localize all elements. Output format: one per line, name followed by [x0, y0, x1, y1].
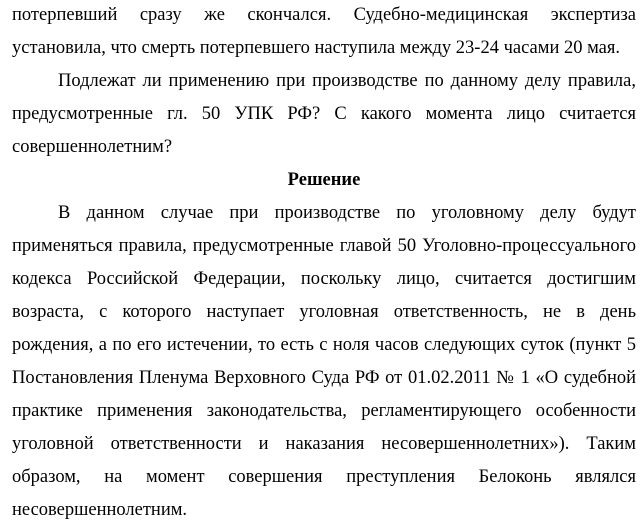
text-line: образом, на момент совершения преступления Белоконь являлся	[12, 467, 636, 487]
text-line: практике применения законодательства, регламентирующего особенности	[12, 401, 636, 421]
intro-paragraph	[12, 0, 636, 65]
section-heading: Решение	[287, 170, 361, 190]
text-line: рождения, а по его истечении, то есть с ноля часов следующих суток (пункт 5	[12, 335, 636, 355]
text-line: установила, что смерть потерпевшего наступила между 23-24 часами 20 мая.	[12, 38, 621, 58]
solution-paragraph	[12, 197, 636, 527]
text-line: совершеннолетним?	[12, 137, 173, 157]
text-line: применяться правила, предусмотренные главой 50 Уголовно-процессуального	[12, 236, 636, 256]
document-page	[12, 0, 636, 527]
text-line: несовершеннолетним.	[12, 500, 188, 520]
text-line: Подлежат ли применению при производстве по данному делу правила,	[58, 71, 636, 91]
question-paragraph	[12, 65, 636, 164]
text-line: потерпевший сразу же скончался. Судебно-медицинская экспертиза	[12, 5, 636, 25]
text-line: возраста, с которого наступает уголовная ответственность, не в день	[12, 302, 636, 322]
text-line: уголовной ответственности и наказания несовершеннолетних»). Таким	[12, 434, 636, 454]
text-line: предусмотренные гл. 50 УПК РФ? С какого момента лицо считается	[12, 104, 636, 124]
text-line: В данном случае при производстве по уголовному делу будут	[58, 203, 636, 223]
text-line: кодекса Российской Федерации, поскольку лицо, считается достигшим	[12, 269, 636, 289]
text-line: Постановления Пленума Верховного Суда РФ от 01.02.2011 № 1 «О судебной	[12, 368, 636, 388]
